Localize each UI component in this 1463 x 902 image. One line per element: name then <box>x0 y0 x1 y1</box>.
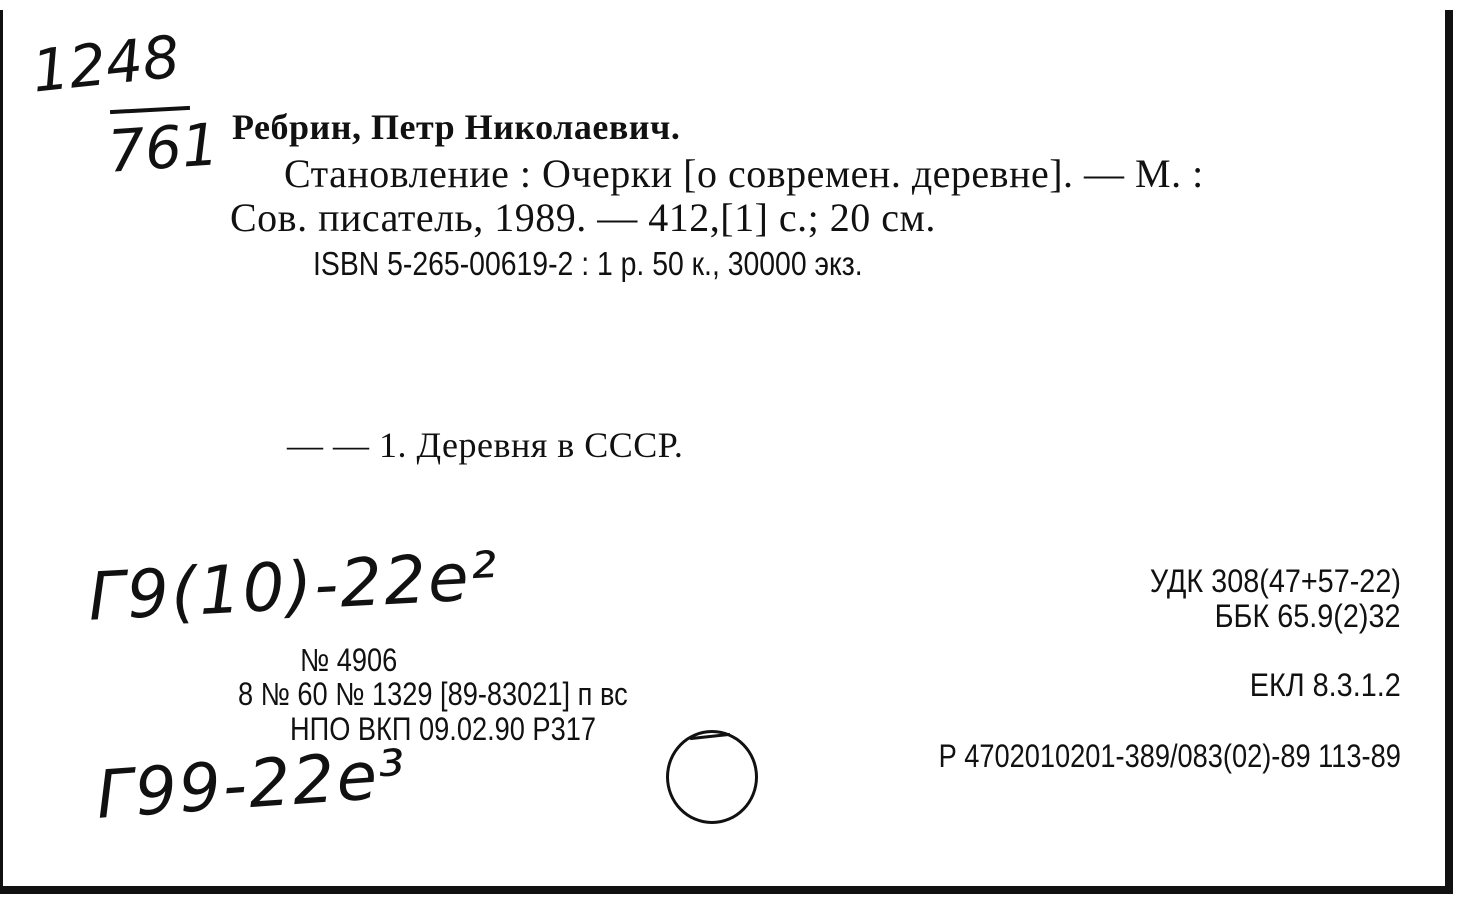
handwritten-code-1: Г9(10)-22е² <box>86 537 501 636</box>
card-left-edge <box>0 10 3 894</box>
card-bottom-edge <box>0 886 1453 894</box>
card-publication-line: Сов. писатель, 1989. — 412,[1] с.; 20 см. <box>230 195 936 240</box>
card-print-line-1: 8 № 60 № 1329 [89-83021] п вс <box>238 676 628 712</box>
card-title-line: Становление : Очерки [о современ. деревне]. — М. : <box>284 151 1204 196</box>
card-author: Ребрин, Петр Николаевич. <box>232 107 681 147</box>
handwritten-number-top: 1248 <box>28 22 183 106</box>
card-p-number: Р 4702010201-389/083(02)-89 113-89 <box>938 738 1401 774</box>
card-bbk: ББК 65.9(2)32 <box>1215 598 1401 634</box>
hand-drawn-circle <box>666 730 758 824</box>
card-subject-line: — — 1. Деревня в СССР. <box>287 425 684 465</box>
handwritten-number-bottom: 761 <box>105 110 221 186</box>
card-print-line-2: НПО ВКП 09.02.90 Р317 <box>290 711 596 747</box>
card-isbn-line: ISBN 5-265-00619-2 : 1 р. 50 к., 30000 экз. <box>313 245 863 282</box>
card-order-number: № 4906 <box>300 642 398 678</box>
card-udk: УДК 308(47+57-22) <box>1149 563 1401 599</box>
handwritten-code-2: Г99-22е³ <box>93 735 410 834</box>
card-right-edge <box>1445 10 1453 894</box>
card-ekl: ЕКЛ 8.3.1.2 <box>1250 667 1401 703</box>
